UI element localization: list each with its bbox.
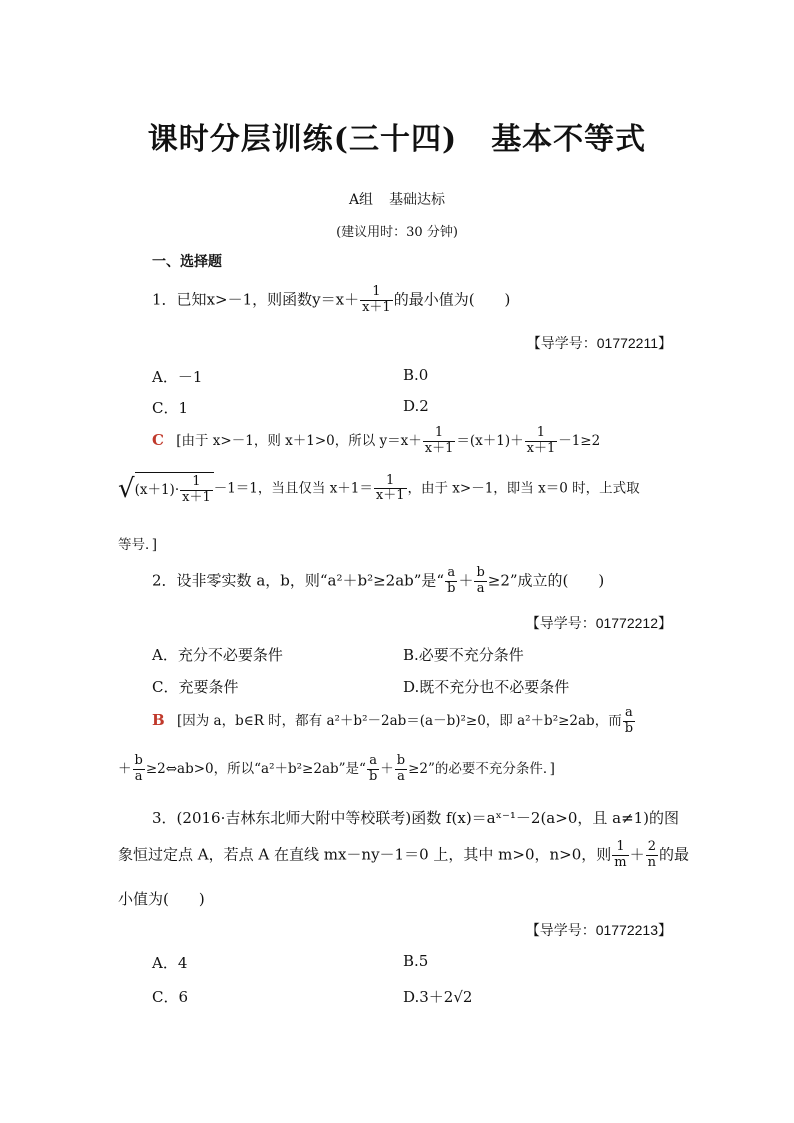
q2-fraction-b-a: $\frac{b}{a}$ [476,565,485,596]
q2-answer-fraction-b-a: $\frac{b}{a}$ [134,753,143,784]
q3-option-a: A．4 [152,954,188,972]
q1-option-b: B.0 [403,366,429,384]
question-2: 2．设非零实数 a，b，则“a²＋b²≥2ab”是“ $\frac{a}{b}$ ＋ $\frac{b}{a}$ ≥2”成立的( ) [152,565,605,596]
q1-answer-fraction-3: $\frac{1}{x+1}$ [182,474,211,505]
square-root-icon: √(x＋1)· $\frac{1}{x+1}$ [118,472,214,506]
group-label: 基础达标 [389,192,446,208]
q1-expr: y＝x＋ [312,290,360,309]
title-main: 课时分层训练(三十四) [147,122,458,157]
q2-answer-fraction-b-a-2: $\frac{b}{a}$ [396,753,406,784]
q2-answer-key: B [152,710,165,729]
q2-answer-fraction-a-b-2: $\frac{a}{b}$ [368,753,378,784]
q1-ref-number: 【导学号：01772211】 [526,335,672,351]
q3-ref-number: 【导学号：01772213】 [525,922,672,938]
q2-answer-line-2: ＋ $\frac{b}{a}$ ≥2⇔ab>0，所以“a²＋b²≥2ab”是“ $\frac{a}{b}$ ＋ $\frac{b}{a}$ ≥2”的必要不充分条件．] [118,753,555,784]
q3-fraction-2-n: $\frac{2}{n}$ [647,839,657,870]
q1-pre: 已知 [176,290,207,309]
q1-number: 1． [152,290,177,309]
q1-answer-line-1: C [由于 x>－1，则 x＋1>0，所以 y＝x＋ $\frac{1}{x+1}$ ＝(x＋1)＋ $\frac{1}{x+1}$ －1≥2 [152,425,601,456]
q3-option-d: D.3＋2√2 [403,988,473,1006]
q2-option-d: D.既不充分也不必要条件 [403,678,570,696]
q2-answer-fraction-a-b: $\frac{a}{b}$ [624,705,634,736]
q1-option-a: A．－1 [152,368,203,386]
time-note: (建议用时：30 分钟) [336,225,458,240]
q3-fraction-1-m: $\frac{1}{m}$ [614,839,627,870]
q1-answer-fraction-2: $\frac{1}{x+1}$ [526,425,556,456]
q1-fraction: $\frac{1}{x+1}$ [362,284,391,315]
group-heading [0,189,794,209]
q3-option-b: B.5 [403,952,429,970]
q2-option-b: B.必要不充分条件 [403,646,524,664]
q2-option-a: A．充分不必要条件 [152,646,283,664]
q1-answer-line-3: 等号．] [118,537,158,553]
q1-answer-line-2: √(x＋1)· $\frac{1}{x+1}$ －1＝1，当且仅当 x＋1＝ $\frac{1}{x+1}$ ，由于 x>－1，即当 x＝0 时，上式取 [118,472,640,505]
q3-option-c: C．6 [152,988,189,1006]
page-title [0,114,794,158]
q1-cond: x>－1，则函数 [206,290,313,309]
q2-option-c: C．充要条件 [152,678,239,696]
q1-answer-key: C [152,430,164,449]
q1-option-d: D.2 [403,397,429,415]
q1-post: 的最小值为( ) [393,290,511,309]
q1-answer-fraction-1: $\frac{1}{x+1}$ [424,425,454,456]
q2-answer-line-1: B [因为 a，b∈R 时，都有 a²＋b²－2ab＝(a－b)²≥0，即 a²＋b²≥2ab，而 $\frac{a}{b}$ [152,705,634,736]
q2-ref-number: 【导学号：01772212】 [525,615,672,631]
question-3-line-1: 3．(2016·吉林东北师大附中等校联考)函数 f(x)＝aˣ⁻¹－2(a>0，且 a≠1)的图 [152,809,680,827]
group-name: A组 [348,192,374,208]
question-3-line-2: 象恒过定点 A，若点 A 在直线 mx－ny－1＝0 上，其中 m>0，n>0，则 $\frac{1}{m}$ ＋ $\frac{2}{n}$ 的最 [118,839,690,870]
question-1 [152,285,510,316]
q1-option-c: C．1 [152,399,189,417]
q2-fraction-a-b: $\frac{a}{b}$ [447,565,456,596]
q1-answer-fraction-4: $\frac{1}{x+1}$ [375,472,405,504]
question-3-line-3: 小值为( ) [118,890,205,908]
title-sub: 基本不等式 [491,122,647,157]
section-heading: 一、选择题 [152,254,222,270]
